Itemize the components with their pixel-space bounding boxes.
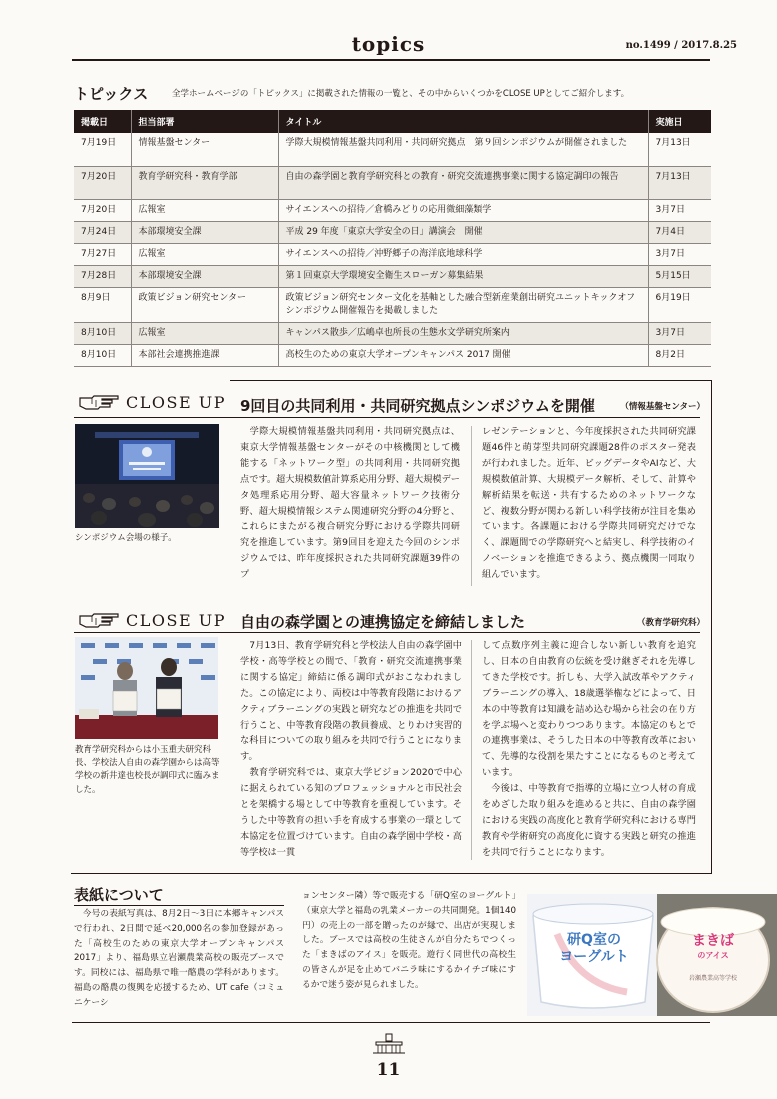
cell-title: サイエンスへの招待／沖野郷子の海洋底地球科学	[278, 243, 648, 265]
cell-date: 7月28日	[74, 265, 131, 287]
cell-date: 8月10日	[74, 322, 131, 344]
yogurt-label	[559, 932, 629, 966]
section-title: topics	[351, 32, 426, 56]
header-divider	[72, 59, 710, 61]
cell-title: 第１回東京大学環境安全衛生スローガン募集結果	[278, 265, 648, 287]
closeup1-rule	[74, 417, 700, 418]
column-header-title: タイトル	[278, 110, 648, 133]
topics-table	[74, 110, 711, 367]
cell-title: 政策ビジョン研究センター文化を基軸とした融合型新産業創出研究ユニットキックオフシンポジウム開催報告を掲載しました	[278, 287, 648, 322]
closeup2-rule	[74, 632, 700, 633]
table-row	[74, 344, 711, 366]
closeup1-caption: シンポジウム会場の様子。	[75, 533, 177, 543]
ice-label-fine-print: 岩瀬農業高等学校	[688, 975, 737, 982]
cell-title: 平成 29 年度「東京大学安全の日」講演会 開催	[278, 221, 648, 243]
cell-title: 高校生のための東京大学オープンキャンパス 2017 開催	[278, 344, 648, 366]
cell-dept: 広報室	[131, 243, 278, 265]
cell-dept: 広報室	[131, 199, 278, 221]
closeup2-column-1: 7月13日、教育学研究科と学校法人自由の森学園中学校・高等学校との間で、「教育・研究交流連携事業に関する協定」締結に係る調印式がおこなわれました。この協定により、両校は中等教育段階におけるアクティブラーニングの実践と研究などの推進を共同で行うこと、中等教育段階の教員養成、とりわけ実習的な科目についての取り組みを共同で行うことになります。 教育学研究科では、東京大学ビジョン2020で中心に据えられている知のプロフェッショナルと市民社会とを架橋する場として中等教育を重視しています。そうした中等教育の担い手を育成する事業の一環として本協定を位置づけています。自由の森学園中学校・高等学校は一貫	[240, 640, 462, 858]
cover-product-photo	[527, 894, 777, 1016]
cell-held: 3月7日	[648, 243, 711, 265]
closeup-frame-top	[230, 380, 712, 381]
closeup1-column-2: レゼンテーションと、今年度採択された共同研究課題46件と萌芽型共同研究課題28件のポスター発表が行われました。近年、ビッグデータやAIなど、大規模数値計算、大規模データ解析、そして、計算や解析結果を転送・共有するためのネットワークなど、複数分野が関わる新しい科学技術が注目を集めています。各課題における学際共同研究だけでなく、課題間での学際研究へと結実し、科学技術のイノベーションを推進できるよう、拠点機関一同取り組んでいます。	[482, 426, 696, 581]
cell-date: 7月27日	[74, 243, 131, 265]
cell-dept: 広報室	[131, 322, 278, 344]
topics-heading: トピックス	[74, 85, 149, 103]
table-row	[74, 265, 711, 287]
closeup-badge	[78, 392, 226, 412]
closeup-badge-label: CLOSE UP	[126, 610, 226, 630]
closeup1-column-1: 学際大規模情報基盤共同利用・共同研究拠点は、東京大学情報基盤センターがその中核機関として機能する「ネットワーク型」の共同利用・共同研究拠点です。超大規模数値計算系応用分野、超大規模データ処理系応用分野、超大容量ネットワーク技術分野、超大規模情報システム関連研究分野の4分野と、これらにまたがる複合研究分野における学際共同研究を推進しています。第9回目を迎えた今回のシンポジウムでは、昨年度採択された共同研究課題39件のプ	[240, 426, 460, 581]
cover-title: 表紙について	[74, 886, 164, 904]
table-row	[74, 133, 711, 166]
table-row	[74, 166, 711, 199]
cell-title: サイエンスへの招待／倉橋みどりの応用微細藻類学	[278, 199, 648, 221]
cell-dept: 政策ビジョン研究センター	[131, 287, 278, 322]
cell-dept: 情報基盤センター	[131, 133, 278, 166]
symposium-photo	[75, 424, 219, 528]
table-row	[74, 221, 711, 243]
signing-ceremony-photo	[75, 637, 218, 739]
cell-held: 5月15日	[648, 265, 711, 287]
cell-title: 自由の森学園と教育学研究科との教育・研究交流連携事業に関する協定調印の報告	[278, 166, 648, 199]
cell-dept: 本部社会連携推進課	[131, 344, 278, 366]
table-row	[74, 287, 711, 322]
cell-held: 8月2日	[648, 344, 711, 366]
cell-held: 3月7日	[648, 199, 711, 221]
cover-column-1: 今号の表紙写真は、8月2日～3日に本郷キャンパスで行われ、2日間で延べ20,000名の参加登録があった「高校生のための東京大学オープンキャンパス2017」より、福島県立岩瀬農業高校の販売ブースです。同校には、福島県で唯一酪農の学科があります。福島の酪農の復興を応援するため、UT cafe（コミュニケーシ	[74, 909, 284, 1008]
cell-held: 7月13日	[648, 166, 711, 199]
column-header-date: 掲載日	[74, 110, 131, 133]
footer-divider	[72, 1022, 710, 1023]
cell-date: 7月19日	[74, 133, 131, 166]
table-row	[74, 322, 711, 344]
cell-date: 7月24日	[74, 221, 131, 243]
yogurt-label-line-2: ヨーグルト	[559, 948, 629, 965]
closeup2-dept: （教育学研究科）	[636, 618, 705, 628]
closeup-badge-label: CLOSE UP	[126, 392, 226, 412]
cell-held: 7月13日	[648, 133, 711, 166]
column-divider	[471, 640, 472, 860]
cover-column-2: ョンセンター隣）等で販売する「研Q室のヨーグルト」（東京大学と福島の乳業メーカーの共同開発。1個140円）の売上の一部を贈ったのが縁で、出店が実現しました。ブースでは高校の生徒さんが自分たちでつくった「まきばのアイス」を販売。遊行く同世代の高校生の皆さんが足を止めてバニラ味にするかイチゴ味にするかで迷う姿が見られました。	[302, 891, 516, 990]
cell-held: 3月7日	[648, 322, 711, 344]
cell-dept: 本部環境安全課	[131, 265, 278, 287]
column-header-held: 実施日	[648, 110, 711, 133]
cell-held: 6月19日	[648, 287, 711, 322]
cell-dept: 教育学研究科・教育学部	[131, 166, 278, 199]
ice-label-line-1: まきば	[692, 933, 734, 949]
cell-date: 7月20日	[74, 166, 131, 199]
closeup2-column-2: して点数序列主義に迎合しない新しい教育を追究し、日本の自由教育の伝統を受け継ぎそれを先導してきた学校です。折しも、大学入試改革やアクティブラーニングの導入、18歳選挙権などによって、日本の中等教育は知識を詰め込む場から社会の在り方を学ぶ場へと変わりつつあります。本協定のもとでの連携事業は、そうした日本の中等教育改革において、先導的な役割を果たすことになるものと考えています。 今後は、中等教育で指導的立場に立つ人材の育成をめざした取り組みを進めると共に、自由の森学園における実践の高度化と教育学研究科における専門教育や学術研究の高度化に資する実践と研究の推進を共同で行うことになります。	[482, 640, 696, 858]
cell-held: 7月4日	[648, 221, 711, 243]
column-header-dept: 担当部署	[131, 110, 278, 133]
pointing-hand-icon	[78, 610, 120, 630]
issue-number: no.1499 / 2017.8.25	[625, 40, 737, 51]
cell-dept: 本部環境安全課	[131, 221, 278, 243]
closeup1-dept: （情報基盤センター）	[620, 402, 705, 412]
table-header-row	[74, 110, 711, 133]
closeup1-title: 9回目の共同利用・共同研究拠点シンポジウムを開催	[240, 397, 595, 415]
cell-date: 8月9日	[74, 287, 131, 322]
cover-title-rule	[74, 905, 284, 906]
ice-label	[677, 930, 749, 982]
closeup2-title: 自由の森学園との連携協定を締結しました	[240, 613, 526, 631]
topics-intro: 全学ホームページの「トピックス」に掲載された情報の一覧と、その中からいくつかをCLOSE UPとしてご紹介します。	[172, 89, 630, 99]
page-number: 11	[376, 1060, 401, 1080]
table-row	[74, 243, 711, 265]
closeup2-caption: 教育学研究科からは小玉重夫研究科長、学校法人自由の森学園からは高等学校の新井達也校長が調印式に臨みました。	[75, 745, 220, 795]
table-row	[74, 199, 711, 221]
cell-date: 7月20日	[74, 199, 131, 221]
column-divider	[471, 426, 472, 586]
cell-title: キャンパス散歩／広嶋卓也所長の生態水文学研究所案内	[278, 322, 648, 344]
cell-date: 8月10日	[74, 344, 131, 366]
yasuda-auditorium-icon	[372, 1033, 406, 1055]
cell-title: 学際大規模情報基盤共同利用・共同研究拠点 第９回シンポジウムが開催されました	[278, 133, 648, 166]
yogurt-label-line-1: 研Q室の	[567, 932, 621, 948]
closeup-badge	[78, 610, 226, 630]
pointing-hand-icon	[78, 392, 120, 412]
ice-label-line-2: のアイス	[697, 951, 729, 960]
